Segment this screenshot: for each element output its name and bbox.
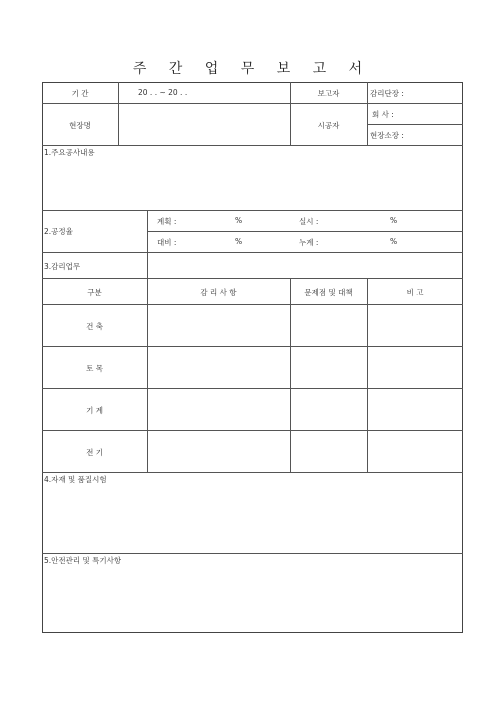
company-label[interactable]: 회 사 : [372,110,394,119]
plan-label: 계획 : [157,217,177,226]
table-row-mechanical: 기 계 [86,406,103,415]
table-header-remarks: 비 고 [406,288,424,297]
section-supervision: 3.감리업무 [44,262,81,271]
table-row-electrical: 전 기 [86,448,103,457]
actual-label: 실시 : [299,217,319,226]
ratio-label: 대비 : [157,238,177,247]
table-row-architecture: 건 축 [86,322,103,331]
table-header-issues: 문제점 및 대책 [304,288,353,297]
section-materials-testing: 4.자재 및 품질시험 [44,475,107,484]
table-header-supervision: 감 리 사 항 [200,288,237,297]
table-row-civil: 토 목 [86,364,103,373]
percent-sign: % [390,216,398,225]
report-frame [42,82,463,633]
section-progress-rate: 2.공정율 [44,227,73,236]
contractor-label: 시공자 [317,121,340,130]
period-value[interactable]: 20 . . ~ 20 . . [138,88,188,97]
period-label: 기 간 [71,89,89,98]
document-title: 주 간 업 무 보 고 서 [132,61,372,77]
percent-sign: % [235,237,243,246]
section-main-work: 1.주요공사내용 [44,148,95,157]
section-safety-notes: 5.안전관리 및 특기사항 [44,556,122,565]
site-name-label: 현장명 [69,121,91,130]
percent-sign: % [235,216,243,225]
cumulative-label: 누계 : [299,238,319,247]
percent-sign: % [390,237,398,246]
table-header-category: 구분 [87,288,102,297]
reporter-label: 보고자 [317,89,340,98]
supervisor-label[interactable]: 감리단장 : [370,89,404,98]
site-manager-label[interactable]: 현장소장 : [370,131,404,140]
